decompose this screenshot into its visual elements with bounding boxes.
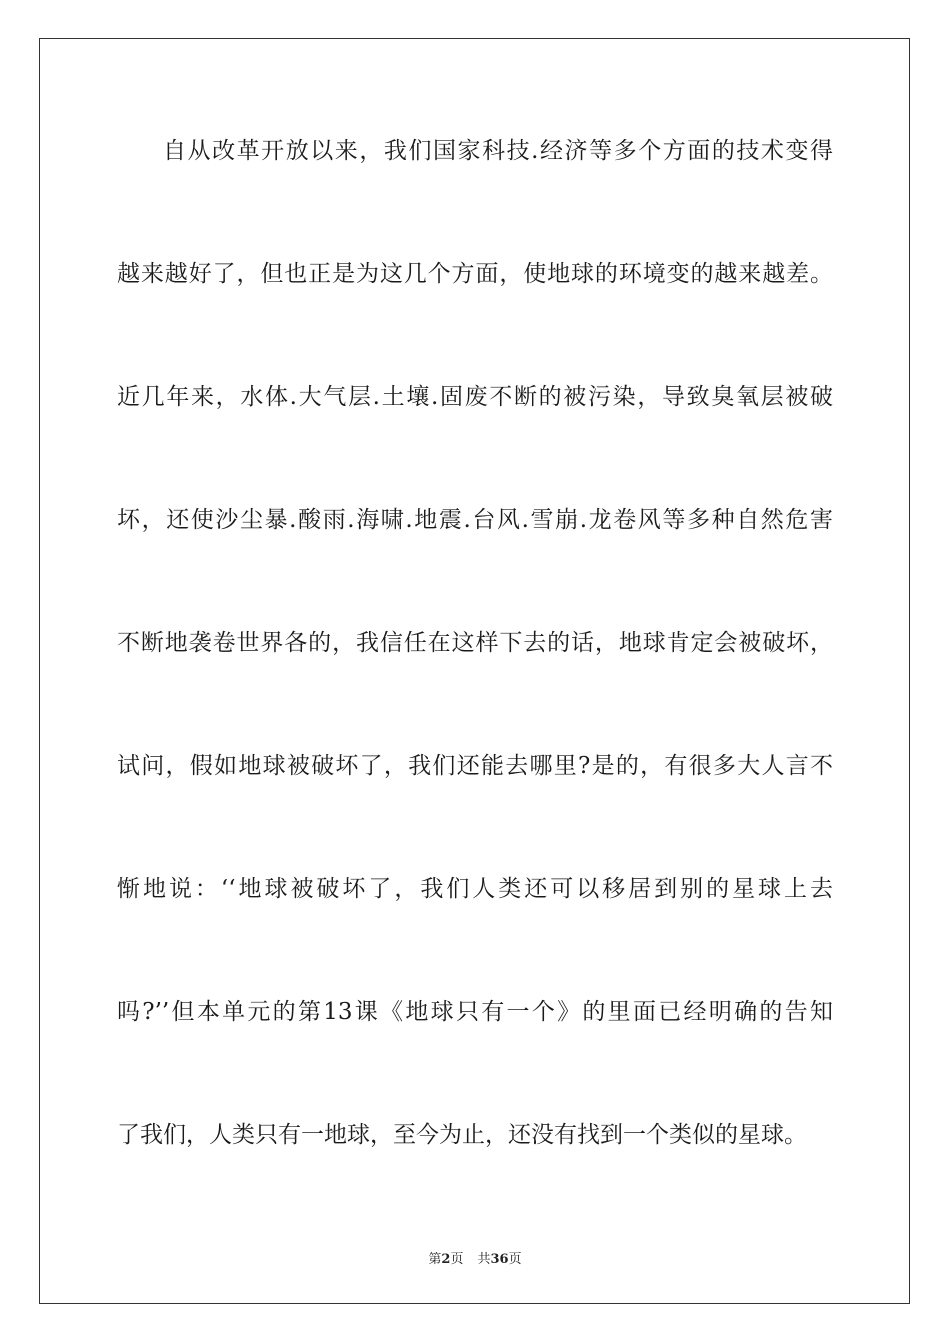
document-body (117, 118, 833, 1225)
text-line-5: 不断地袭卷世界各的，我信任在这样下去的话，地球肯定会被破坏， (117, 630, 833, 656)
total-suffix: 页 (508, 1252, 522, 1267)
text-line-9: 了我们，人类只有一地球，至今为止，还没有找到一个类似的星球。 (117, 1122, 807, 1148)
text-line-6: 试问，假如地球被破坏了，我们还能去哪里?是的，有很多大人言不 (117, 753, 833, 779)
text-line-3: 近几年来，水体.大气层.土壤.固废不断的被污染，导致臭氧层被破 (117, 384, 833, 410)
text-line-4: 坏，还使沙尘暴.酸雨.海啸.地震.台风.雪崩.龙卷风等多种自然危害 (117, 507, 833, 533)
page-prefix: 第 (428, 1252, 442, 1267)
total-prefix: 共 (477, 1252, 491, 1267)
page-number: 2 (441, 1252, 451, 1267)
text-line-8: 吗?’’但本单元的第13课《地球只有一个》的里面已经明确的告知 (117, 999, 833, 1025)
text-line-1: 自从改革开放以来，我们国家科技.经济等多个方面的技术变得 (163, 138, 833, 164)
page-footer (0, 1248, 950, 1267)
text-line-7: 惭地说：‘‘地球被破坏了，我们人类还可以移居到别的星球上去 (117, 876, 833, 902)
total-pages: 36 (490, 1252, 509, 1267)
text-line-2: 越来越好了，但也正是为这几个方面，使地球的环境变的越来越差。 (117, 261, 833, 287)
page-suffix: 页 (450, 1252, 464, 1267)
